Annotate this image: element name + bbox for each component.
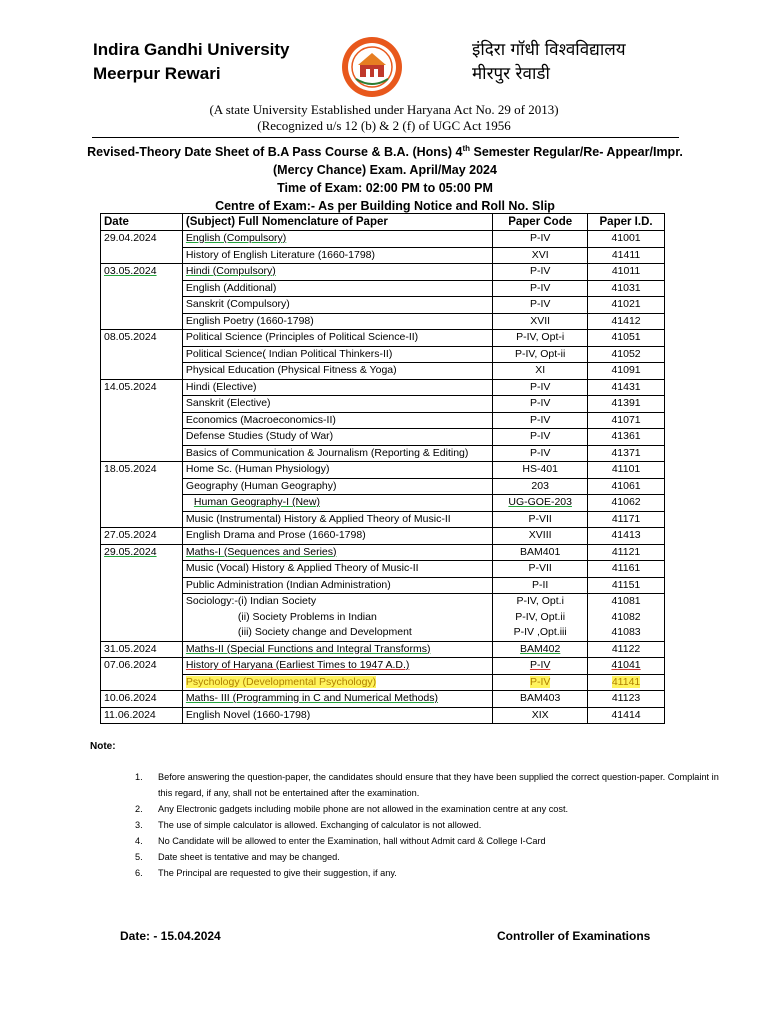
table-row xyxy=(101,330,665,347)
id-cell: 41121 xyxy=(588,544,665,561)
date-cell xyxy=(101,594,183,610)
date-cell xyxy=(101,429,183,446)
code-cell: P-IV xyxy=(493,297,588,314)
subject-cell: History of English Literature (1660-1798) xyxy=(182,247,492,264)
subject-cell: Public Administration (Indian Administration) xyxy=(182,577,492,594)
id-cell: 41411 xyxy=(588,247,665,264)
date-cell xyxy=(101,280,183,297)
table-row xyxy=(101,297,665,314)
date-cell: 11.06.2024 xyxy=(101,707,183,724)
date-cell xyxy=(101,412,183,429)
code-cell: XVIII xyxy=(493,528,588,545)
code-cell: P-IV xyxy=(493,264,588,281)
code-cell: BAM401 xyxy=(493,544,588,561)
table-row xyxy=(101,625,665,641)
id-cell: 41083 xyxy=(588,625,665,641)
id-cell: 41091 xyxy=(588,363,665,380)
header-divider xyxy=(92,137,679,138)
subject-cell: Hindi (Compulsory) xyxy=(182,264,492,281)
date-cell xyxy=(101,363,183,380)
id-cell: 41071 xyxy=(588,412,665,429)
code-cell: P-IV xyxy=(493,658,588,675)
note-item: 4. No Candidate will be allowed to enter the Examination, hall without Admit card & College I-Card xyxy=(135,836,546,846)
code-cell: 203 xyxy=(493,478,588,495)
id-cell: 41123 xyxy=(588,691,665,708)
university-city: Meerpur Rewari xyxy=(93,64,221,83)
date-cell xyxy=(101,396,183,413)
date-cell xyxy=(101,247,183,264)
subject-cell: English (Compulsory) xyxy=(182,231,492,248)
id-cell: 41081 xyxy=(588,594,665,610)
table-row xyxy=(101,674,665,691)
date-cell: 27.05.2024 xyxy=(101,528,183,545)
subject-cell: Music (Vocal) History & Applied Theory of Music-II xyxy=(182,561,492,578)
subject-cell: English Novel (1660-1798) xyxy=(182,707,492,724)
subject-cell: Geography (Human Geography) xyxy=(182,478,492,495)
table-row xyxy=(101,610,665,626)
table-row xyxy=(101,346,665,363)
subject-cell: Physical Education (Physical Fitness & Yoga) xyxy=(182,363,492,380)
date-cell xyxy=(101,495,183,512)
table-row xyxy=(101,561,665,578)
title-line-1: Revised-Theory Date Sheet of B.A Pass Course & B.A. (Hons) 4th Semester Regular/Re- Appear/Impr. xyxy=(87,144,683,160)
subject-cell: English Drama and Prose (1660-1798) xyxy=(182,528,492,545)
header-paper-id: Paper I.D. xyxy=(588,214,665,231)
subject-cell: Sociology:-(i) Indian Society xyxy=(182,594,492,610)
datesheet-table xyxy=(100,213,665,724)
table-header-row xyxy=(101,214,665,231)
date-cell: 14.05.2024 xyxy=(101,379,183,396)
table-row xyxy=(101,280,665,297)
issue-date: Date: - 15.04.2024 xyxy=(120,929,221,943)
id-cell: 41051 xyxy=(588,330,665,347)
code-cell: P-IV xyxy=(493,674,588,691)
code-cell: XI xyxy=(493,363,588,380)
id-cell: 41431 xyxy=(588,379,665,396)
date-cell xyxy=(101,445,183,462)
date-cell: 07.06.2024 xyxy=(101,658,183,675)
date-cell: 31.05.2024 xyxy=(101,641,183,658)
subject-cell: Human Geography-I (New) xyxy=(182,495,492,512)
code-cell: P-IV, Opt.ii xyxy=(493,610,588,626)
id-cell: 41414 xyxy=(588,707,665,724)
note-item: 5. Date sheet is tentative and may be changed. xyxy=(135,852,340,862)
subject-cell: Economics (Macroeconomics-II) xyxy=(182,412,492,429)
subject-cell: English Poetry (1660-1798) xyxy=(182,313,492,330)
university-title: Indira Gandhi University xyxy=(93,40,290,59)
date-cell xyxy=(101,561,183,578)
date-cell: 29.04.2024 xyxy=(101,231,183,248)
id-cell: 41391 xyxy=(588,396,665,413)
university-emblem-icon xyxy=(340,35,404,99)
subject-cell: Music (Instrumental) History & Applied Theory of Music-II xyxy=(182,511,492,528)
id-cell: 41171 xyxy=(588,511,665,528)
code-cell: P-IV xyxy=(493,396,588,413)
table-row xyxy=(101,577,665,594)
code-cell: P-II xyxy=(493,577,588,594)
table-row xyxy=(101,707,665,724)
subject-cell: English (Additional) xyxy=(182,280,492,297)
subject-cell: Maths- III (Programming in C and Numerical Methods) xyxy=(182,691,492,708)
subject-cell: Maths-I (Sequences and Series) xyxy=(182,544,492,561)
date-cell xyxy=(101,478,183,495)
code-cell: BAM402 xyxy=(493,641,588,658)
university-title-hindi: इंदिरा गॉधी विश्वविद्यालय xyxy=(472,40,626,60)
table-row xyxy=(101,478,665,495)
table-row xyxy=(101,363,665,380)
id-cell: 41413 xyxy=(588,528,665,545)
title-line-2: (Mercy Chance) Exam. April/May 2024 xyxy=(273,163,497,178)
note-item: 6. The Principal are requested to give their suggestion, if any. xyxy=(135,868,397,878)
id-cell: 41371 xyxy=(588,445,665,462)
date-cell: 18.05.2024 xyxy=(101,462,183,479)
date-cell: 10.06.2024 xyxy=(101,691,183,708)
subject-cell: Psychology (Developmental Psychology) xyxy=(182,674,492,691)
university-city-hindi: मीरपुर रेवाडी xyxy=(472,64,550,84)
id-cell: 41361 xyxy=(588,429,665,446)
university-name-hi xyxy=(472,38,626,86)
university-name-en xyxy=(93,38,290,86)
id-cell: 41052 xyxy=(588,346,665,363)
table-row xyxy=(101,528,665,545)
date-cell xyxy=(101,297,183,314)
subject-cell: Hindi (Elective) xyxy=(182,379,492,396)
code-cell: XIX xyxy=(493,707,588,724)
id-cell: 41041 xyxy=(588,658,665,675)
exam-centre: Centre of Exam:- As per Building Notice and Roll No. Slip xyxy=(215,199,555,214)
subject-cell: (iii) Society change and Development xyxy=(182,625,492,641)
code-cell: P-IV xyxy=(493,445,588,462)
code-cell: P-IV xyxy=(493,231,588,248)
table-row xyxy=(101,264,665,281)
subject-cell: Home Sc. (Human Physiology) xyxy=(182,462,492,479)
table-row xyxy=(101,445,665,462)
establishment-line-1: (A state University Established under Haryana Act No. 29 of 2013) xyxy=(209,102,559,117)
table-row xyxy=(101,247,665,264)
table-row xyxy=(101,511,665,528)
id-cell: 41001 xyxy=(588,231,665,248)
code-cell: BAM403 xyxy=(493,691,588,708)
code-cell: P-IV, Opt-ii xyxy=(493,346,588,363)
date-cell xyxy=(101,313,183,330)
date-cell xyxy=(101,674,183,691)
table-row xyxy=(101,544,665,561)
table-row xyxy=(101,641,665,658)
subject-cell: Political Science (Principles of Political Science-II) xyxy=(182,330,492,347)
id-cell: 41011 xyxy=(588,264,665,281)
table-row xyxy=(101,429,665,446)
id-cell: 41031 xyxy=(588,280,665,297)
header-paper-code: Paper Code xyxy=(493,214,588,231)
date-cell xyxy=(101,511,183,528)
date-cell xyxy=(101,577,183,594)
code-cell: P-IV xyxy=(493,429,588,446)
table-row xyxy=(101,313,665,330)
signatory: Controller of Examinations xyxy=(497,929,651,943)
code-cell: XVII xyxy=(493,313,588,330)
date-cell xyxy=(101,346,183,363)
subject-cell: Political Science( Indian Political Thinkers-II) xyxy=(182,346,492,363)
table-row xyxy=(101,379,665,396)
subject-cell: Basics of Communication & Journalism (Reporting & Editing) xyxy=(182,445,492,462)
table-row xyxy=(101,594,665,610)
notes-list xyxy=(135,769,720,881)
note-item: 2. Any Electronic gadgets including mobile phone are not allowed in the examination centre at any cost. xyxy=(135,804,569,814)
id-cell: 41161 xyxy=(588,561,665,578)
code-cell: P-IV xyxy=(493,412,588,429)
code-cell: P-IV, Opt-i xyxy=(493,330,588,347)
exam-time: Time of Exam: 02:00 PM to 05:00 PM xyxy=(277,181,493,196)
id-cell: 41412 xyxy=(588,313,665,330)
date-cell: 08.05.2024 xyxy=(101,330,183,347)
subject-cell: Maths-II (Special Functions and Integral Transforms) xyxy=(182,641,492,658)
table-row xyxy=(101,495,665,512)
code-cell: P-VII xyxy=(493,511,588,528)
code-cell: P-VII xyxy=(493,561,588,578)
establishment-line-2: (Recognized u/s 12 (b) & 2 (f) of UGC Act 1956 xyxy=(257,118,511,133)
id-cell: 41141 xyxy=(588,674,665,691)
date-cell: 03.05.2024 xyxy=(101,264,183,281)
header-date: Date xyxy=(101,214,183,231)
date-cell xyxy=(101,625,183,641)
datesheet-title xyxy=(60,140,710,215)
header-subject: (Subject) Full Nomenclature of Paper xyxy=(182,214,492,231)
table-row xyxy=(101,396,665,413)
code-cell: P-IV xyxy=(493,280,588,297)
subject-cell: Defense Studies (Study of War) xyxy=(182,429,492,446)
table-row xyxy=(101,231,665,248)
date-cell xyxy=(101,610,183,626)
subject-cell: History of Haryana (Earliest Times to 1947 A.D.) xyxy=(182,658,492,675)
code-cell: P-IV, Opt.i xyxy=(493,594,588,610)
code-cell: P-IV xyxy=(493,379,588,396)
subject-cell: (ii) Society Problems in Indian xyxy=(182,610,492,626)
id-cell: 41122 xyxy=(588,641,665,658)
date-cell: 29.05.2024 xyxy=(101,544,183,561)
id-cell: 41021 xyxy=(588,297,665,314)
id-cell: 41061 xyxy=(588,478,665,495)
table-row xyxy=(101,412,665,429)
id-cell: 41151 xyxy=(588,577,665,594)
subject-cell: Sanskrit (Elective) xyxy=(182,396,492,413)
note-label: Note: xyxy=(90,741,116,752)
code-cell: UG-GOE-203 xyxy=(493,495,588,512)
code-cell: P-IV ,Opt.iii xyxy=(493,625,588,641)
table-row xyxy=(101,691,665,708)
table-row xyxy=(101,658,665,675)
subject-cell: Sanskrit (Compulsory) xyxy=(182,297,492,314)
note-item: 3. The use of simple calculator is allowed. Exchanging of calculator is not allowed. xyxy=(135,820,482,830)
code-cell: XVI xyxy=(493,247,588,264)
note-item: 1. Before answering the question-paper, the candidates should ensure that they have been supplied the correct question-paper. Complaint in this regard, if any, shall not be entertained after the examination. xyxy=(135,772,719,798)
id-cell: 41101 xyxy=(588,462,665,479)
table-row xyxy=(101,462,665,479)
code-cell: HS-401 xyxy=(493,462,588,479)
id-cell: 41062 xyxy=(588,495,665,512)
id-cell: 41082 xyxy=(588,610,665,626)
